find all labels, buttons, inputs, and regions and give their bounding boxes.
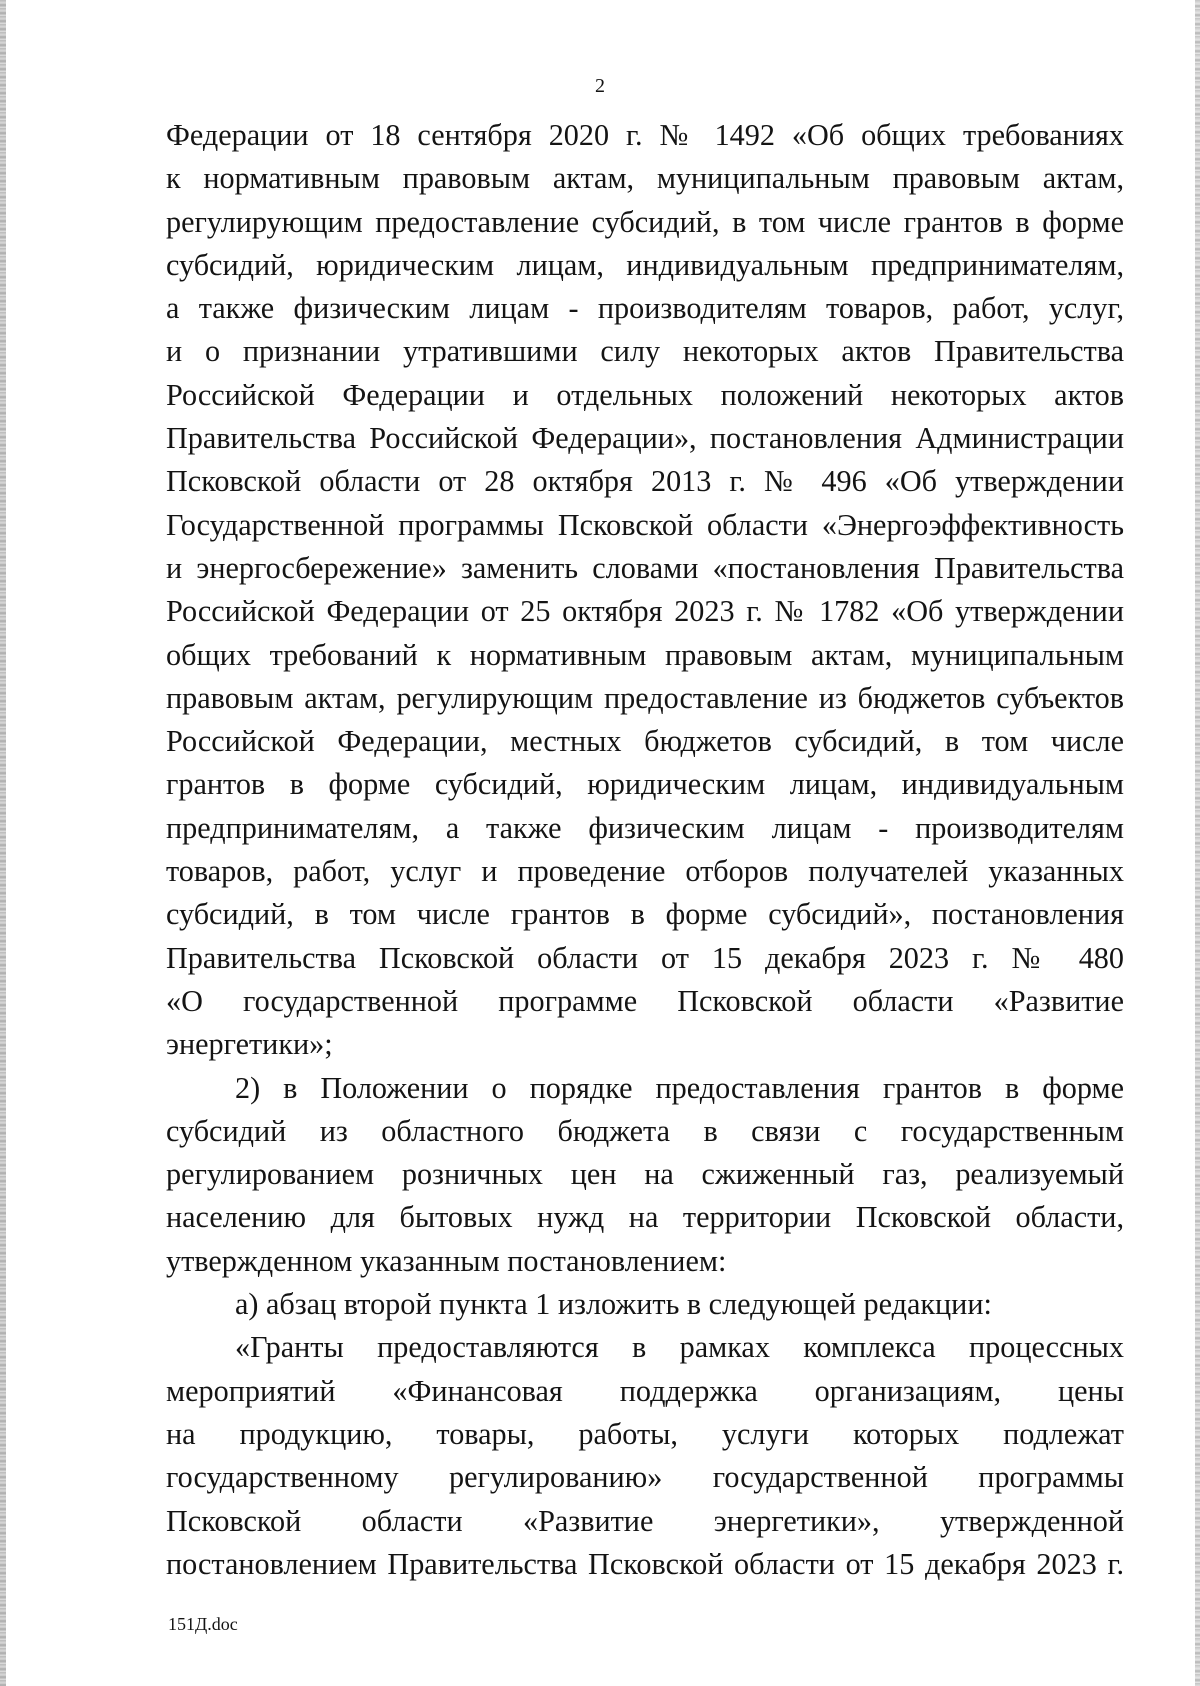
body-line: Государственной программы Псковской области «Энергоэффективность xyxy=(166,507,1124,542)
body-line: Правительства Псковской области от 15 декабря 2023 г. № 480 xyxy=(166,940,1124,975)
body-line: Российской Федерации, местных бюджетов субсидий, в том числе xyxy=(166,724,1124,759)
body-line: а) абзац второй пункта 1 изложить в следующей редакции: xyxy=(235,1287,992,1322)
body-line: энергетики»; xyxy=(166,1027,333,1062)
body-line: «О государственной программе Псковской области «Развитие xyxy=(166,983,1124,1018)
body-line: населению для бытовых нужд на территории Псковской области, xyxy=(166,1200,1124,1235)
body-line: Российской Федерации от 25 октября 2023 г. № 1782 «Об утверждении xyxy=(166,594,1124,629)
body-line: к нормативным правовым актам, муниципальным правовым актам, xyxy=(166,161,1124,196)
body-line: грантов в форме субсидий, юридическим лицам, индивидуальным xyxy=(166,767,1124,802)
body-line: субсидий из областного бюджета в связи с государственным xyxy=(166,1113,1124,1148)
document-body xyxy=(166,114,1124,1586)
body-line: и энергосбережение» заменить словами «постановления Правительства xyxy=(166,550,1124,585)
body-line: «Гранты предоставляются в рамках комплекса процессных xyxy=(235,1330,1124,1365)
body-line: предпринимателям, а также физическим лицам - производителям xyxy=(166,810,1124,845)
body-line: 2) в Положении о порядке предоставления грантов в форме xyxy=(235,1070,1124,1105)
body-line: Федерации от 18 сентября 2020 г. № 1492 «Об общих требованиях xyxy=(166,118,1124,152)
body-line: мероприятий «Финансовая поддержка организациям, цены xyxy=(166,1373,1124,1408)
body-line: общих требований к нормативным правовым актам, муниципальным xyxy=(166,637,1124,672)
body-line: постановлением Правительства Псковской области от 15 декабря 2023 г. xyxy=(166,1546,1124,1581)
scan-edge-right xyxy=(1195,0,1200,1686)
body-line: на продукцию, товары, работы, услуги которых подлежат xyxy=(166,1416,1124,1451)
scan-edge-left xyxy=(0,0,6,1686)
body-line: Правительства Российской Федерации», постановления Администрации xyxy=(166,421,1124,456)
body-line: Псковской области от 28 октября 2013 г. № 496 «Об утверждении xyxy=(166,464,1124,499)
body-line: товаров, работ, услуг и проведение отборов получателей указанных xyxy=(166,854,1124,889)
body-line: и о признании утратившими силу некоторых актов Правительства xyxy=(166,334,1124,369)
body-line: субсидий, юридическим лицам, индивидуальным предпринимателям, xyxy=(166,247,1124,282)
page-number: 2 xyxy=(595,75,605,97)
file-name-footer: 151Д.doc xyxy=(168,1614,238,1634)
body-line: правовым актам, регулирующим предоставление из бюджетов субъектов xyxy=(166,680,1124,715)
body-line: Псковской области «Развитие энергетики», утвержденной xyxy=(166,1503,1124,1538)
body-line: регулирующим предоставление субсидий, в том числе грантов в форме xyxy=(166,204,1124,239)
body-line: а также физическим лицам - производителям товаров, работ, услуг, xyxy=(166,291,1124,326)
body-line: утвержденном указанным постановлением: xyxy=(166,1243,727,1278)
body-line: субсидий, в том числе грантов в форме субсидий», постановления xyxy=(166,897,1124,932)
body-line: государственному регулированию» государственной программы xyxy=(166,1460,1124,1495)
body-line: регулированием розничных цен на сжиженный газ, реализуемый xyxy=(166,1157,1124,1192)
body-line: Российской Федерации и отдельных положений некоторых актов xyxy=(166,377,1124,412)
